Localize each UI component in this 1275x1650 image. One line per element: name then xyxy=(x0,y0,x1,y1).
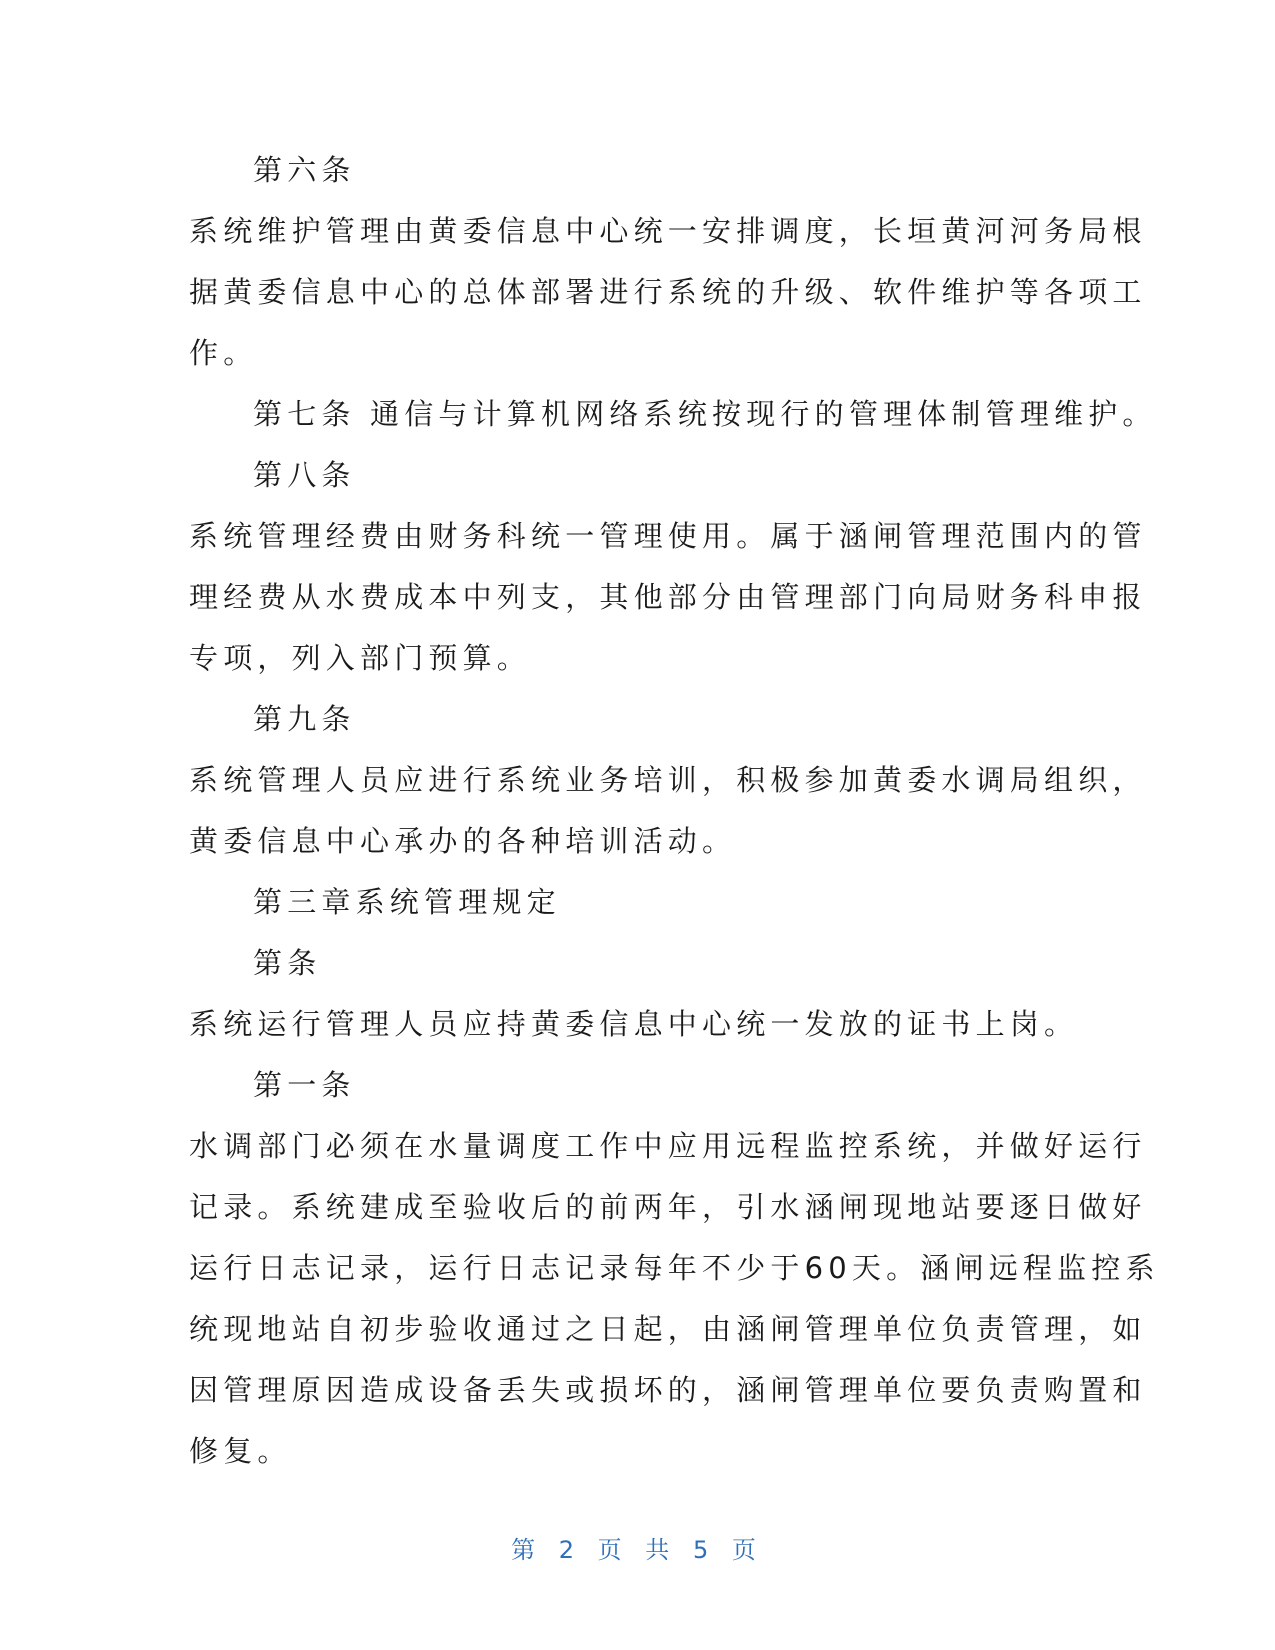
paragraph-line: 黄委信息中心承办的各种培训活动。 xyxy=(189,824,737,858)
paragraph-line: 作。 xyxy=(189,336,258,370)
paragraph-line: 据黄委信息中心的总体部署进行系统的升级、软件维护等各项工 xyxy=(189,275,1147,309)
article-heading: 第八条 xyxy=(253,458,356,492)
article-heading: 第一条 xyxy=(253,1068,356,1102)
paragraph-line: 运行日志记录，运行日志记录每年不少于60天。涵闸远程监控系 xyxy=(189,1251,1160,1285)
article-heading: 第七条 通信与计算机网络系统按现行的管理体制管理维护。 xyxy=(253,397,1157,431)
article-heading: 第条 xyxy=(253,946,322,980)
paragraph-line: 统现地站自初步验收通过之日起，由涵闸管理单位负责管理，如 xyxy=(189,1312,1147,1346)
paragraph-line: 系统管理人员应进行系统业务培训，积极参加黄委水调局组织， xyxy=(189,763,1147,797)
paragraph-line: 系统维护管理由黄委信息中心统一安排调度，长垣黄河河务局根 xyxy=(189,214,1147,248)
paragraph-line: 因管理原因造成设备丢失或损坏的，涵闸管理单位要负责购置和 xyxy=(189,1373,1147,1407)
document-body xyxy=(189,140,1160,1482)
paragraph-line: 记录。系统建成至验收后的前两年，引水涵闸现地站要逐日做好 xyxy=(189,1190,1147,1224)
paragraph-line: 专项，列入部门预算。 xyxy=(189,641,532,675)
paragraph-line: 系统运行管理人员应持黄委信息中心统一发放的证书上岗。 xyxy=(189,1007,1079,1041)
article-heading: 第六条 xyxy=(253,153,356,187)
paragraph-line: 水调部门必须在水量调度工作中应用远程监控系统，并做好运行 xyxy=(189,1129,1147,1163)
paragraph-line: 理经费从水费成本中列支，其他部分由管理部门向局财务科申报 xyxy=(189,580,1147,614)
paragraph-line: 系统管理经费由财务科统一管理使用。属于涵闸管理范围内的管 xyxy=(189,519,1147,553)
article-heading: 第九条 xyxy=(253,702,356,736)
chapter-heading: 第三章系统管理规定 xyxy=(253,885,561,919)
page-number-footer: 第 2 页 共 5 页 xyxy=(511,1536,764,1564)
paragraph-line: 修复。 xyxy=(189,1434,292,1468)
